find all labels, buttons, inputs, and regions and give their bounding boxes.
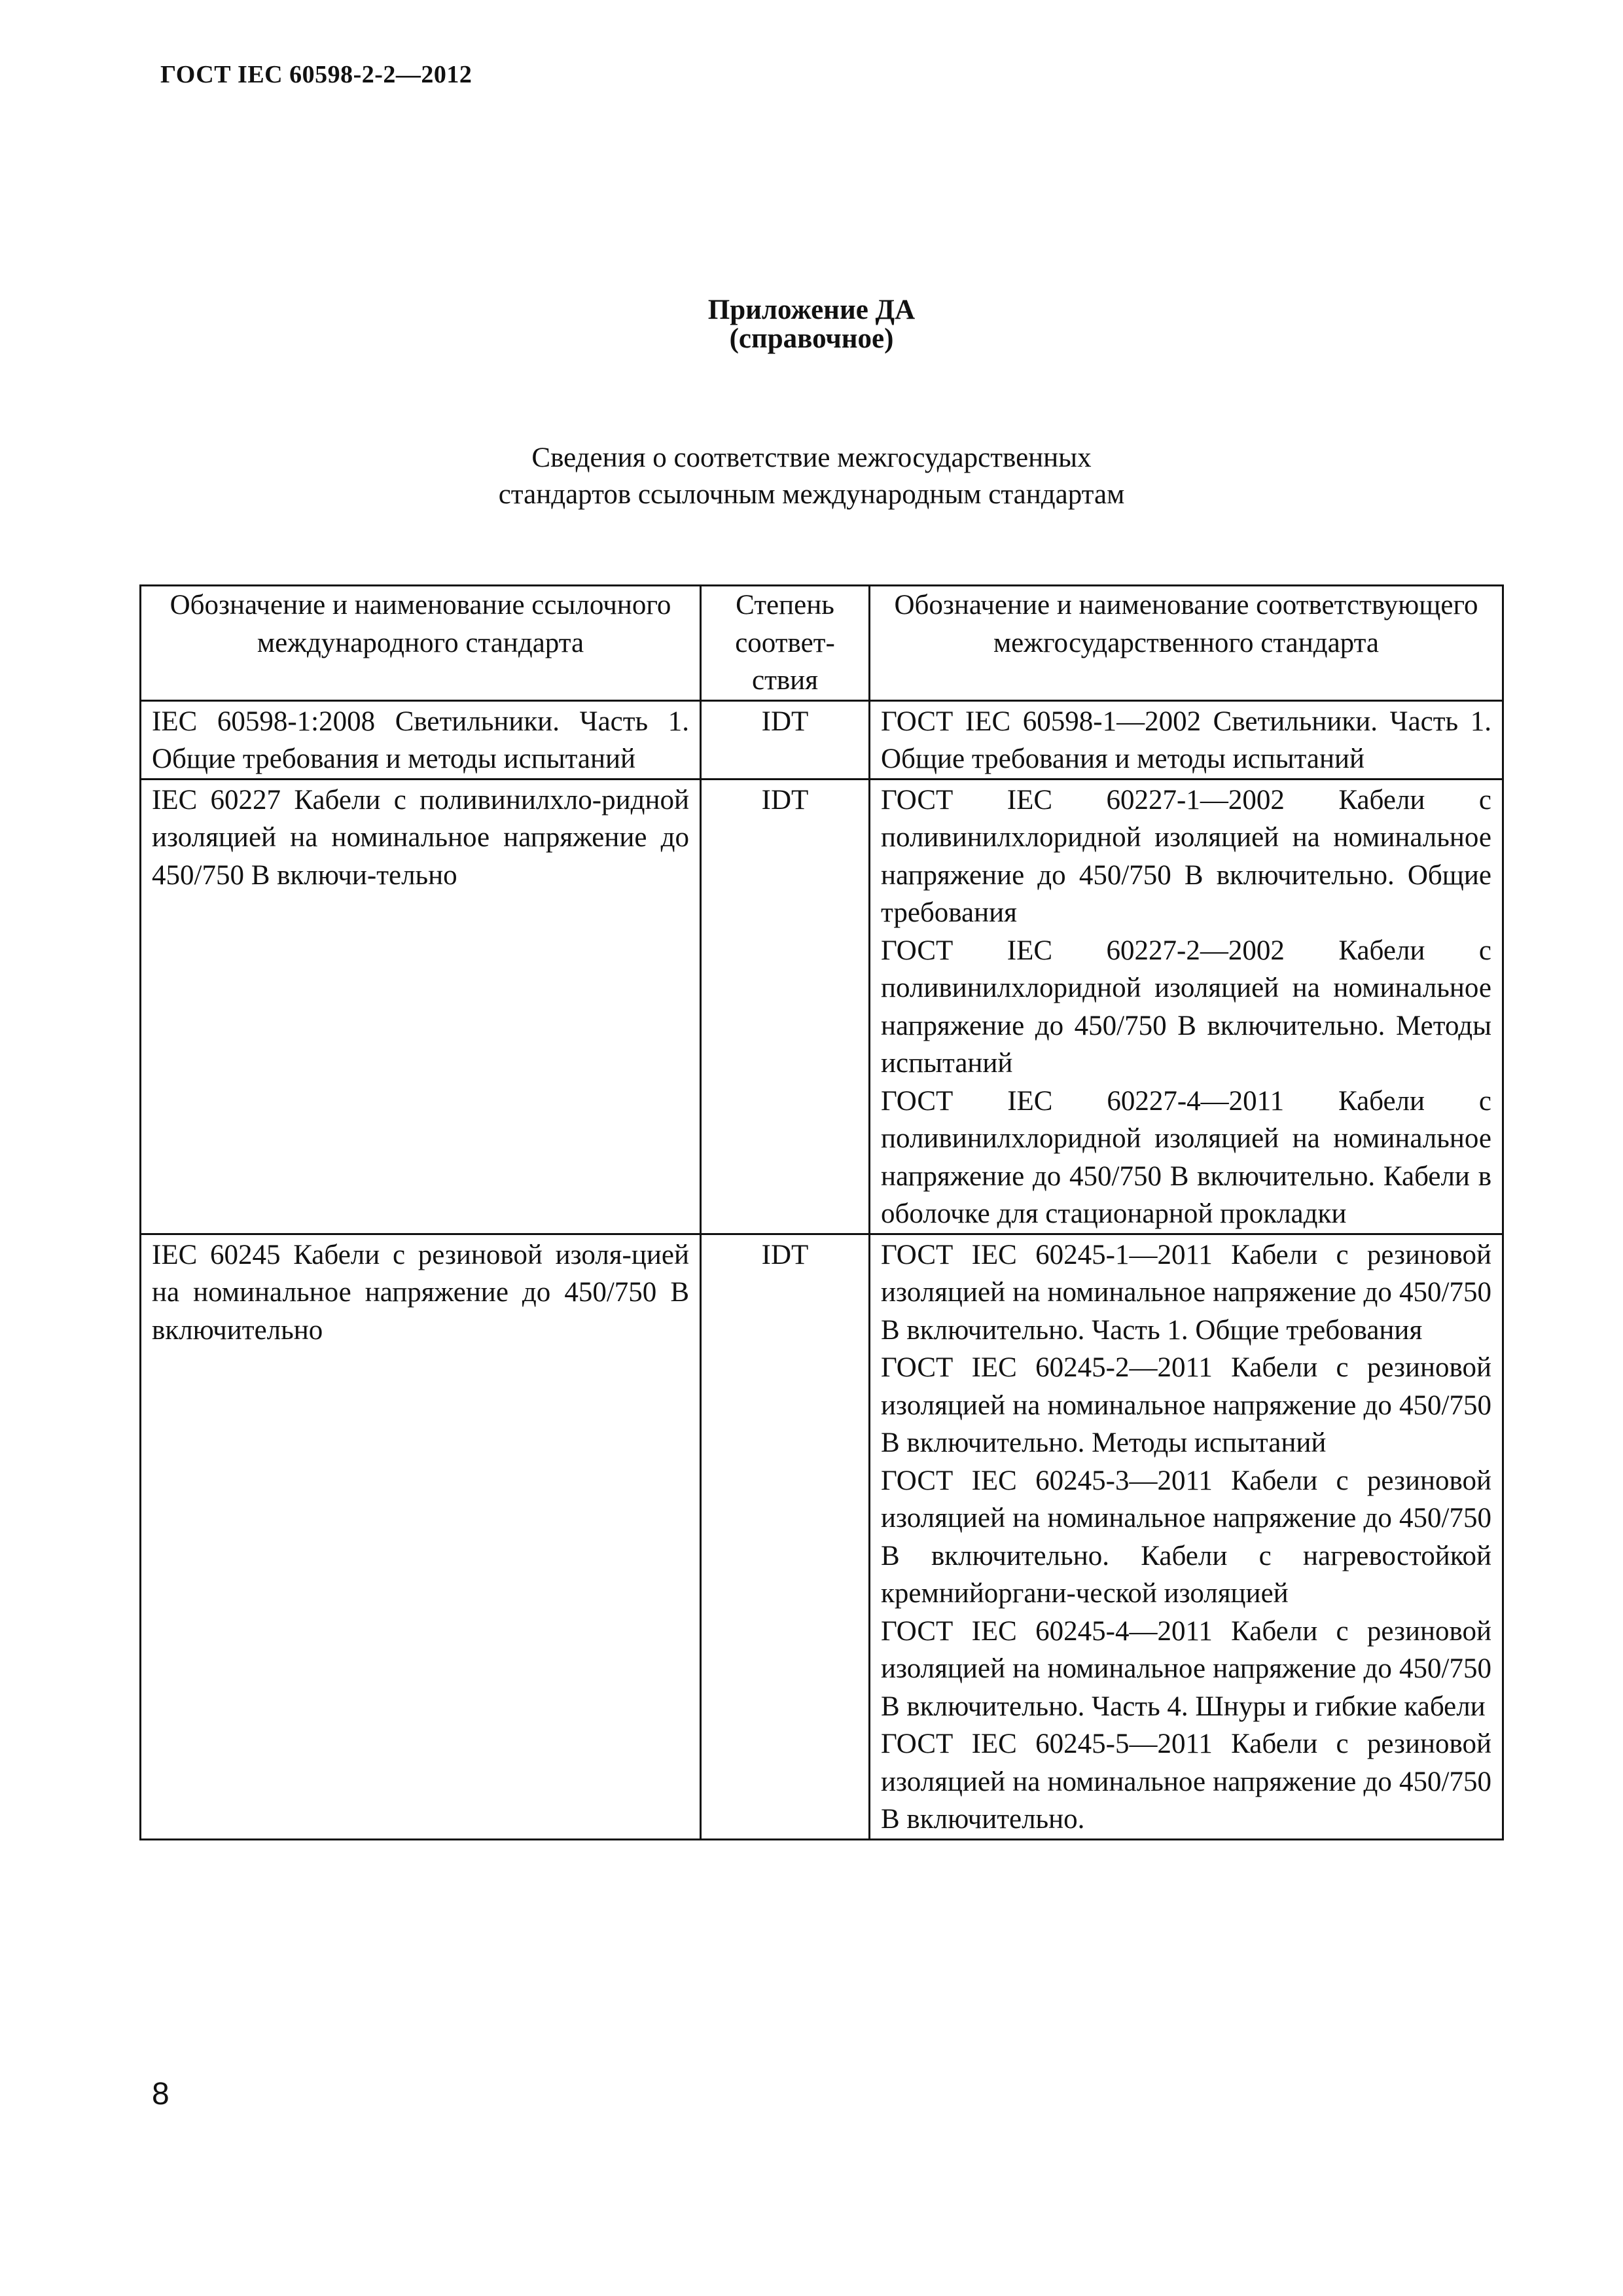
gost-standard-cell bbox=[870, 1234, 1503, 1839]
standards-correspondence-table bbox=[139, 584, 1504, 1840]
intl-standard-cell: IEC 60227 Кабели с поливинилхло-ридной изоляцией на номинальное напряжение до 450/750 В включи-тельно bbox=[141, 779, 701, 1234]
header-gost-standard: Обозначение и наименование соответствующего межгосударственного стандарта bbox=[870, 586, 1503, 701]
gost-standard-cell bbox=[870, 779, 1503, 1234]
page-number: 8 bbox=[152, 2077, 169, 2111]
gost-entry: ГОСТ IEC 60245-5—2011 Кабели с резиновой изоляцией на номинальное напряжение до 450/750 В включительно. bbox=[881, 1729, 1491, 1835]
degree-cell: IDT bbox=[701, 700, 870, 779]
annex-type: (справочное) bbox=[729, 323, 894, 354]
gost-entry: ГОСТ IEC 60227-2—2002 Кабели с поливинилхлоридной изоляцией на номинальное напряжение до 450/750 В включительно. Методы испытаний bbox=[881, 935, 1491, 1079]
intl-standard-cell: IEC 60245 Кабели с резиновой изоля-цией на номинальное напряжение до 450/750 В включительно bbox=[141, 1234, 701, 1839]
table-caption bbox=[0, 440, 1623, 513]
intl-standard-cell: IEC 60598-1:2008 Светильники. Часть 1. Общие требования и методы испытаний bbox=[141, 700, 701, 779]
table-row bbox=[141, 700, 1503, 779]
table-row bbox=[141, 1234, 1503, 1839]
gost-entry: ГОСТ IEC 60227-1—2002 Кабели с поливинилхлоридной изоляцией на номинальное напряжение до 450/750 В включительно. Общие требования bbox=[881, 784, 1491, 928]
gost-entry: ГОСТ IEC 60245-4—2011 Кабели с резиновой изоляцией на номинальное напряжение до 450/750 В включительно. Часть 4. Шнуры и гибкие кабели bbox=[881, 1615, 1491, 1722]
gost-entry: ГОСТ IEC 60245-1—2011 Кабели с резиновой изоляцией на номинальное напряжение до 450/750 В включительно. Часть 1. Общие требования bbox=[881, 1239, 1491, 1346]
annex-title: Приложение ДА bbox=[707, 295, 916, 325]
gost-entry: ГОСТ IEC 60245-3—2011 Кабели с резиновой изоляцией на номинальное напряжение до 450/750 В включительно. Кабели с нагревостойкой кремнийоргани-ческой изоляцией bbox=[881, 1465, 1491, 1609]
caption-line-1: Сведения о соответствие межгосударственных bbox=[531, 442, 1092, 473]
degree-cell: IDT bbox=[701, 779, 870, 1234]
gost-entry: ГОСТ IEC 60598-1—2002 Светильники. Часть 1. Общие требования и методы испытаний bbox=[881, 706, 1491, 774]
degree-cell: IDT bbox=[701, 1234, 870, 1839]
gost-standard-cell bbox=[870, 700, 1503, 779]
table-header-row bbox=[141, 586, 1503, 701]
header-degree: Степень соответ-ствия bbox=[701, 586, 870, 701]
table-row bbox=[141, 779, 1503, 1234]
caption-line-2: стандартов ссылочным международным стандартам bbox=[498, 479, 1125, 510]
header-intl-standard: Обозначение и наименование ссылочного международного стандарта bbox=[141, 586, 701, 701]
document-code: ГОСТ IEC 60598-2-2—2012 bbox=[160, 61, 473, 88]
annex-heading bbox=[0, 296, 1623, 353]
gost-entry: ГОСТ IEC 60227-4—2011 Кабели с поливинилхлоридной изоляцией на номинальное напряжение до 450/750 В включительно. Кабели в оболочке для стационарной прокладки bbox=[881, 1085, 1491, 1229]
gost-entry: ГОСТ IEC 60245-2—2011 Кабели с резиновой изоляцией на номинальное напряжение до 450/750 В включительно. Методы испытаний bbox=[881, 1352, 1491, 1458]
